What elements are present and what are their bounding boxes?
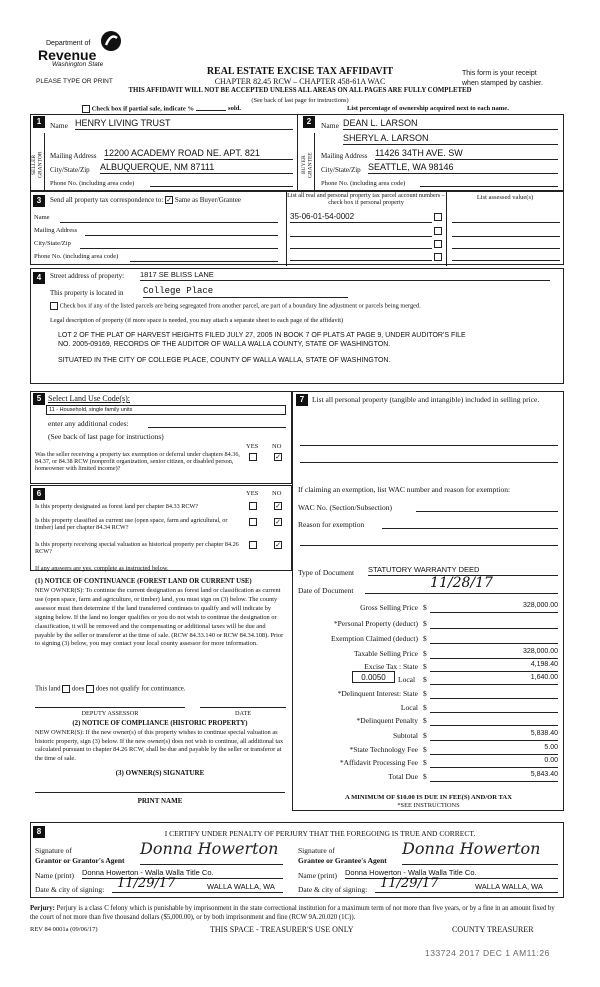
- seller-name-field[interactable]: HENRY LIVING TRUST: [75, 118, 293, 130]
- sec5-yes-checkbox[interactable]: [249, 453, 257, 461]
- treasurer-stamp: 133724 2017 DEC 1 AM11:26: [425, 948, 550, 958]
- buyer-name2-field[interactable]: SHERYL A. LARSON: [343, 133, 558, 145]
- section-4-number: 4: [33, 272, 45, 284]
- corr-mailing-field[interactable]: [85, 235, 278, 236]
- assessed-field-2[interactable]: [452, 236, 560, 237]
- delinq-penalty-label: *Delinquent Penalty: [356, 716, 418, 725]
- dept-state: Washington State: [52, 61, 104, 68]
- corr-name-field[interactable]: [60, 222, 278, 223]
- see-instructions: *SEE INSTRUCTIONS: [397, 802, 460, 809]
- segregated-note: Check box if any of the listed parcels are being segregated from another parcel, are part of a boundary line adjustment or parcels being merged.: [50, 302, 421, 310]
- buyer-name-field[interactable]: DEAN L. LARSON: [343, 118, 558, 130]
- grantee-date-label: Date & city of signing:: [298, 885, 368, 894]
- grantee-date-field[interactable]: [375, 876, 558, 893]
- reason-label: Reason for exemption: [298, 520, 365, 529]
- excise-state-label: Excise Tax : State: [364, 662, 418, 671]
- seller-mailing-field[interactable]: 12200 ACADEMY ROAD NE. APT. 821: [104, 148, 293, 160]
- seller-city-field[interactable]: ALBUQUERQUE, NM 87111: [100, 162, 293, 174]
- partial-sale: Check box if partial sale, indicate %: [82, 105, 226, 113]
- sec5-no-label: NO: [272, 443, 282, 450]
- sec6-q2-no-checkbox[interactable]: ✓: [275, 518, 281, 526]
- sec6-q3-no-checkbox[interactable]: ✓: [275, 541, 281, 549]
- revenue-logo: [34, 30, 124, 68]
- revenue-logo-icon: [100, 30, 122, 52]
- land-does-checkbox[interactable]: [62, 685, 70, 693]
- tech-fee-value[interactable]: 5.00: [430, 744, 558, 755]
- buyer-name-label: Name: [321, 121, 339, 130]
- grantor-print-field[interactable]: Donna Howerton - Walla Walla Title Co.: [82, 868, 283, 879]
- processing-fee-value[interactable]: 0.00: [430, 757, 558, 768]
- grantor-sig-label: Signature of Grantor or Grantor's Agent: [35, 846, 125, 865]
- processing-fee-label: *Affidavit Processing Fee: [339, 758, 418, 767]
- personal-line-1[interactable]: [300, 445, 558, 446]
- subtotal-value[interactable]: 5,838.40: [430, 730, 558, 741]
- local-rate-field[interactable]: 0.0050: [352, 671, 395, 683]
- legal-label: Legal description of property (if more space is needed, you may attach a separate sheet to each page of the affidavit): [50, 317, 344, 324]
- seller-side-label: SELLER GRANTOR: [31, 151, 44, 179]
- assessed-field-4[interactable]: [452, 260, 560, 261]
- delinq-penalty-value[interactable]: [430, 715, 558, 726]
- partial-sale-checkbox[interactable]: [82, 105, 90, 113]
- section-3-number: 3: [33, 195, 45, 207]
- deputy-assessor-field[interactable]: [35, 707, 185, 708]
- corr-city-label: City/State/Zip: [34, 240, 71, 247]
- excise-local-label: Local: [398, 675, 416, 684]
- excise-local-cur: $: [423, 675, 427, 684]
- additional-codes-field[interactable]: [148, 427, 286, 428]
- buyer-phone-label: Phone No. (including area code): [321, 180, 406, 187]
- total-due-value[interactable]: 5,843.40: [430, 771, 558, 782]
- wac-label: WAC No. (Section/Subsection): [298, 503, 392, 512]
- sec6-yes-label: YES: [246, 490, 259, 497]
- buyer-mailing-label: Mailing Address: [321, 152, 368, 160]
- section-6-number: 6: [33, 488, 45, 500]
- processing-fee-cur: $: [423, 758, 427, 767]
- owner-sig-field[interactable]: [35, 792, 285, 793]
- gross-value[interactable]: 328,000.00: [430, 602, 558, 613]
- buyer-mailing-field[interactable]: 11426 34TH AVE. SW: [375, 148, 558, 160]
- delinq-interest-state-value[interactable]: [430, 688, 558, 699]
- excise-state-value[interactable]: 4,198.40: [430, 661, 558, 672]
- excise-local-value[interactable]: 1,640.00: [430, 674, 558, 685]
- section-8-number: 8: [33, 826, 45, 838]
- personal-deduct-value[interactable]: [430, 618, 558, 629]
- sec6-q1-no-checkbox[interactable]: ✓: [275, 502, 281, 510]
- gross-cur: $: [423, 603, 427, 612]
- exemption-deduct-label: Exemption Claimed (deduct): [330, 634, 418, 643]
- corr-phone-field[interactable]: [130, 261, 278, 262]
- personal-deduct-label: *Personal Property (deduct): [333, 619, 418, 628]
- personal-property-label: List all personal property (tangible and intangible) included in selling price.: [312, 395, 540, 404]
- please-type: PLEASE TYPE OR PRINT: [36, 78, 113, 85]
- reason-field-1[interactable]: [382, 528, 558, 529]
- land-use-select[interactable]: 11 - Household, single family units: [46, 405, 286, 415]
- deputy-date-field[interactable]: [200, 707, 286, 708]
- grantee-city-value: WALLA WALLA, WA: [475, 882, 543, 891]
- seller-city-label: City/State/Zip: [50, 166, 90, 174]
- assessed-field-1[interactable]: [452, 222, 560, 223]
- deputy-date-label: DATE: [234, 710, 252, 717]
- wac-field[interactable]: [416, 511, 558, 512]
- tech-fee-cur: $: [423, 745, 427, 754]
- legal-description: LOT 2 OF THE PLAT OF HARVEST HEIGHTS FILED JULY 27, 2005 IN BOOK 7 OF PLATS AT PAGE 9, UNDER AUDITOR'S FILE NO. 2005-09169, RECORDS OF THE AUDITOR OF WALLA WALLA COUNTY, STATE OF WASHINGTON. SITUATED IN THE CITY OF COLLEGE PLACE, COUNTY OF WALLA WALLA, STATE OF WASHINGTON.: [58, 332, 466, 364]
- delinq-interest-local-value[interactable]: [430, 702, 558, 713]
- gross-label: Gross Selling Price: [360, 603, 418, 612]
- owner-sig-label: (3) OWNER(S) SIGNATURE: [115, 769, 205, 777]
- exemption-deduct-cur: $: [423, 634, 427, 643]
- notice2-title: (2) NOTICE OF COMPLIANCE (HISTORIC PROPERTY): [72, 720, 248, 727]
- land-use-label: Select Land Use Code(s):: [48, 394, 130, 403]
- doc-date-field[interactable]: 11/28/17: [365, 575, 558, 594]
- buyer-city-label: City/State/Zip: [321, 166, 361, 174]
- street-label: Street address of property:: [50, 272, 125, 280]
- sec6-q1: Is this property designated as forest land per chapter 84.33 RCW?: [35, 503, 199, 510]
- if-yes-note: If any answers are yes, complete as instructed below.: [35, 565, 169, 572]
- parcel-field-2[interactable]: [290, 236, 432, 237]
- parcel-field-4[interactable]: [290, 260, 432, 261]
- delinq-interest-state-label: *Delinquent Interest: State: [337, 689, 418, 698]
- grantor-signature-field[interactable]: Donna Howerton: [140, 839, 283, 865]
- grantee-sig-label: Signature of Grantee or Grantee's Agent: [298, 846, 387, 865]
- same-as-buyer-checkbox[interactable]: ✓: [166, 196, 173, 205]
- assessed-header: List assessed value(s): [476, 194, 534, 201]
- doc-type-label: Type of Document: [298, 568, 355, 577]
- exemption-label: If claiming an exemption, list WAC number and reason for exemption:: [298, 485, 511, 494]
- dept-name: Revenue: [38, 47, 97, 63]
- sec6-q3-yes-checkbox[interactable]: [249, 541, 257, 549]
- subtotal-label: Subtotal: [392, 731, 418, 740]
- parcel-header: List all real and personal property tax parcel account numbers – check box if personal property: [287, 192, 445, 207]
- grantor-date-field[interactable]: [112, 876, 283, 893]
- section-7-number: 7: [296, 394, 308, 406]
- corr-phone-label: Phone No. (including area code): [34, 253, 119, 260]
- tech-fee-label: *State Technology Fee: [349, 745, 418, 754]
- buyer-phone-field[interactable]: [420, 186, 558, 187]
- segregated-checkbox[interactable]: [50, 302, 58, 310]
- print-name-label: PRINT NAME: [137, 797, 183, 805]
- corr-city-field[interactable]: [80, 248, 278, 249]
- see-back: (See back of last page for instructions): [251, 97, 349, 104]
- sold-label: sold.: [228, 105, 242, 112]
- total-due-label: Total Due: [388, 772, 418, 781]
- dept-line1: Department of: [46, 40, 91, 47]
- sec6-q2-yes-checkbox[interactable]: [249, 518, 257, 526]
- located-field[interactable]: College Place: [143, 286, 348, 298]
- corr-mailing-label: Mailing Address: [34, 227, 78, 234]
- grantor-city-value: WALLA WALLA, WA: [207, 882, 275, 891]
- parcel-checkbox-2[interactable]: [434, 227, 442, 235]
- seller-phone-field[interactable]: [150, 186, 293, 187]
- treasurer-space: THIS SPACE - TREASURER'S USE ONLY: [210, 925, 354, 934]
- grantor-date-value: 11/29/17: [117, 876, 176, 891]
- sec5-question: Was the seller receiving a property tax exemption or deferral under chapters 84.36, 84.37, or 84.38 RCW (nonprofit organization, senior citizen, or disabled person, homeowner with limited income)?: [35, 451, 240, 473]
- seller-mailing-label: Mailing Address: [50, 152, 97, 160]
- parcel-field-3[interactable]: [290, 248, 432, 249]
- deputy-label: DEPUTY ASSESSOR: [81, 710, 139, 717]
- grantor-date-label: Date & city of signing:: [35, 885, 105, 894]
- excise-state-cur: $: [423, 662, 427, 671]
- buyer-city-field[interactable]: SEATTLE, WA 98146: [368, 162, 558, 174]
- subtotal-cur: $: [423, 731, 427, 740]
- total-due-cur: $: [423, 772, 427, 781]
- delinq-interest-state-cur: $: [423, 689, 427, 698]
- section-5-number: 5: [33, 393, 45, 405]
- grantor-print-label: Name (print): [35, 871, 74, 880]
- section-1-number: 1: [33, 116, 45, 128]
- reason-field-2[interactable]: [300, 545, 558, 546]
- partial-sale-pct[interactable]: [196, 110, 226, 111]
- continuance-line: This land does does not qualify for continuance.: [35, 685, 186, 693]
- seller-phone-label: Phone No. (including area code): [50, 180, 135, 187]
- delinq-interest-local-label: Local: [400, 703, 418, 712]
- doc-type-field[interactable]: STATUTORY WARRANTY DEED: [368, 565, 558, 576]
- minimum-note: A MINIMUM OF $10.00 IS DUE IN FEE(S) AND/OR TAX: [345, 794, 512, 801]
- land-does-not-checkbox[interactable]: [86, 685, 94, 693]
- send-correspondence-label: Send all property tax correspondence to: ✓ Same as Buyer/Grantee: [50, 196, 241, 205]
- seller-name-label: Name: [50, 121, 68, 130]
- located-label: This property is located in: [50, 289, 124, 297]
- personal-line-2[interactable]: [300, 462, 558, 463]
- parcel-field-1[interactable]: 35-06-01-54-0002: [290, 212, 432, 223]
- section-2-number: 2: [303, 116, 315, 128]
- form-chapter: CHAPTER 82.45 RCW – CHAPTER 458-61A WAC: [214, 77, 386, 86]
- doc-date-label: Date of Document: [298, 586, 354, 595]
- grantee-signature-field[interactable]: Donna Howerton: [402, 839, 558, 865]
- corr-name-label: Name: [34, 214, 50, 221]
- sec5-yes-label: YES: [246, 443, 259, 450]
- buyer-side-label: BUYER GRANTEE: [301, 152, 314, 178]
- grantee-date-value: 11/29/17: [380, 876, 439, 891]
- taxable-label: Taxable Selling Price: [353, 649, 418, 658]
- notice1-body: NEW OWNER(S): To continue the current designation as forest land or classification as current use (open space, farm and agriculture, or timber) land, you must sign on (3) below. The county assessor must then determine if the land transferred continues to qualify and will indicate by signing below. If the land no longer qualifies or you do not wish to continue the designation or classification, it will be removed and the compensating or additional taxes will be due and payable by the seller or transferor at the time of sale. (RCW 84.33.140 or RCW 84.34.108). Prior to signing (3) below, you may contact your local county assessor for more information.: [35, 587, 284, 648]
- delinq-penalty-cur: $: [423, 716, 427, 725]
- county-treasurer: COUNTY TREASURER: [452, 925, 534, 934]
- exemption-deduct-value[interactable]: [430, 633, 558, 644]
- grantee-print-label: Name (print): [298, 871, 337, 880]
- sec6-q2: Is this property classified as current use (open space, farm and agricultural, or timber) land per chapter 84.34 RCW?: [35, 517, 228, 532]
- perjury-note: Perjury: Perjury is a class C felony which is punishable by imprisonment in the state correctional institution for a maximum term of not more than five years, or by a fine in an amount fixed by the court of not more than five thousand dollars ($5,000.00), or by both imprisonment and fine (RCW 9A.20.020 (1C)).: [30, 905, 555, 921]
- delinq-interest-local-cur: $: [423, 703, 427, 712]
- form-warning: THIS AFFIDAVIT WILL NOT BE ACCEPTED UNLESS ALL AREAS ON ALL PAGES ARE FULLY COMPLETED: [128, 87, 472, 94]
- parcel-checkbox-4[interactable]: [434, 253, 442, 261]
- parcel-checkbox-1[interactable]: [434, 213, 442, 221]
- additional-codes-label: enter any additional codes:: [48, 419, 129, 428]
- parcel-checkbox-3[interactable]: [434, 240, 442, 248]
- sec6-q1-yes-checkbox[interactable]: [249, 502, 257, 510]
- sec6-q3: Is this property receiving special valuation as historical property per chapter 84.26 RCW?: [35, 541, 239, 556]
- pct-ownership: List percentage of ownership acquired next to each name.: [347, 105, 509, 112]
- notice2-body: NEW OWNER(S): If the new owner(s) of this property wishes to continue special valuation as historic property, sign (3) below. If the new owner(s) does not wish to continue, all additional tax calculated pursuant to chapter 84.26 RCW, shall be due and payable by the seller or transferor at the time of sale.: [35, 729, 284, 762]
- assessed-field-3[interactable]: [452, 248, 560, 249]
- sec5-see-back: (See back of last page for instructions): [48, 432, 164, 441]
- rev-number: REV 84 0001a (09/06/17): [30, 926, 98, 933]
- form-title: REAL ESTATE EXCISE TAX AFFIDAVIT: [206, 66, 394, 77]
- grantee-print-field[interactable]: Donna Howerton - Walla Walla Title Co.: [345, 868, 558, 879]
- notice1-title: (1) NOTICE OF CONTINUANCE (FOREST LAND OR CURRENT USE): [35, 578, 252, 585]
- sec6-no-label: NO: [272, 490, 282, 497]
- personal-deduct-cur: $: [423, 619, 427, 628]
- taxable-value[interactable]: 328,000.00: [430, 648, 558, 659]
- certify-statement: I CERTIFY UNDER PENALTY OF PERJURY THAT THE FOREGOING IS TRUE AND CORRECT.: [164, 829, 476, 838]
- street-field[interactable]: 1817 SE BLISS LANE: [140, 270, 550, 281]
- receipt-note: This form is your receipt when stamped by cashier.: [462, 70, 543, 87]
- taxable-cur: $: [423, 649, 427, 658]
- sec5-no-checkbox[interactable]: ✓: [275, 453, 281, 461]
